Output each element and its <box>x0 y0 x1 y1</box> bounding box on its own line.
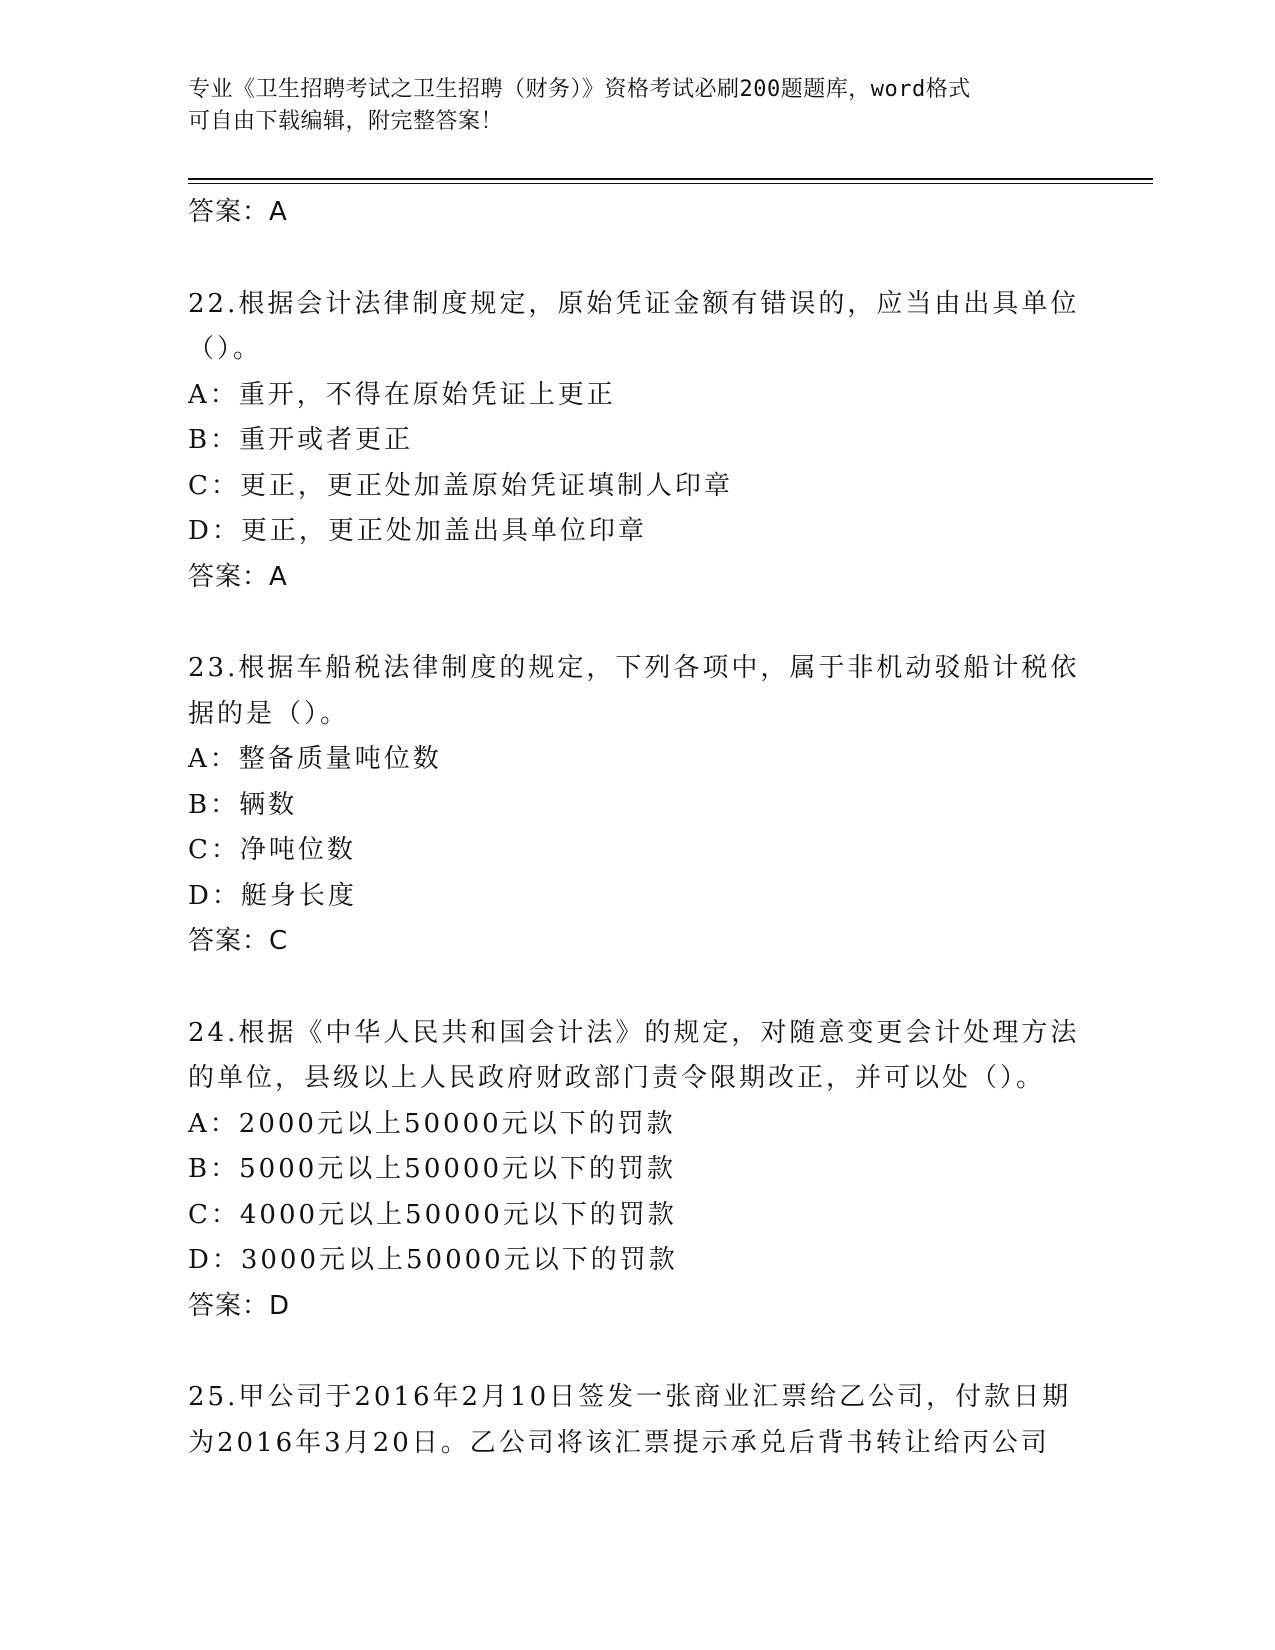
option-a: A：2000元以上50000元以下的罚款 <box>188 1108 676 1139</box>
answer-line: 答案：A <box>188 561 288 592</box>
option-d: D：3000元以上50000元以下的罚款 <box>188 1245 678 1275</box>
question-stem-line: 24.根据《中华人民共和国会计法》的规定，对随意变更会计处理方法 <box>188 1017 1080 1048</box>
question-stem-line: 25.甲公司于2016年2月10日签发一张商业汇票给乙公司，付款日期 <box>188 1382 1072 1412</box>
option-c: C：更正，更正处加盖原始凭证填制人印章 <box>188 470 733 501</box>
previous-answer: 答案：A <box>188 197 288 227</box>
question-list <box>188 190 1088 1466</box>
option-b: B：辆数 <box>188 789 298 820</box>
option-d: D：艇身长度 <box>188 880 357 911</box>
question-23 <box>188 646 1088 965</box>
header-rule-thin <box>188 183 1153 184</box>
option-c: C：4000元以上50000元以下的罚款 <box>188 1199 677 1230</box>
question-24 <box>188 1011 1088 1330</box>
question-22 <box>188 282 1088 601</box>
answer-line: 答案：D <box>188 1290 291 1321</box>
option-d: D：更正，更正处加盖出具单位印章 <box>188 516 647 546</box>
question-stem-line: 为2016年3月20日。乙公司将该汇票提示承兑后背书转让给丙公司 <box>188 1427 1050 1458</box>
header-rule-thick <box>188 178 1153 180</box>
answer-line: 答案：C <box>188 926 289 956</box>
spacer <box>188 965 1088 1011</box>
question-stem-line: 据的是（）。 <box>188 698 350 729</box>
option-a: A：整备质量吨位数 <box>188 744 442 774</box>
header-line-1: 专业《卫生招聘考试之卫生招聘（财务）》资格考试必刷200题题库，word格式 <box>188 77 971 102</box>
question-stem-line: （）。 <box>188 334 263 364</box>
question-stem-line: 的单位，县级以上人民政府财政部门责令限期改正，并可以处（）。 <box>188 1063 1046 1093</box>
spacer <box>188 600 1088 646</box>
spacer <box>188 236 1088 282</box>
option-a: A：重开，不得在原始凭证上更正 <box>188 379 616 410</box>
option-b: B：重开或者更正 <box>188 425 414 455</box>
question-stem-line: 23.根据车船税法律制度的规定，下列各项中，属于非机动驳船计税依 <box>188 653 1080 683</box>
header-line-2: 可自由下载编辑，附完整答案！ <box>188 109 504 134</box>
option-c: C：净吨位数 <box>188 835 356 865</box>
question-stem-line: 22.根据会计法律制度规定，原始凭证金额有错误的，应当由出具单位 <box>188 288 1080 319</box>
document-header <box>188 74 1068 138</box>
spacer <box>188 1329 1088 1375</box>
question-25 <box>188 1375 1088 1466</box>
option-b: B：5000元以上50000元以下的罚款 <box>188 1154 676 1184</box>
